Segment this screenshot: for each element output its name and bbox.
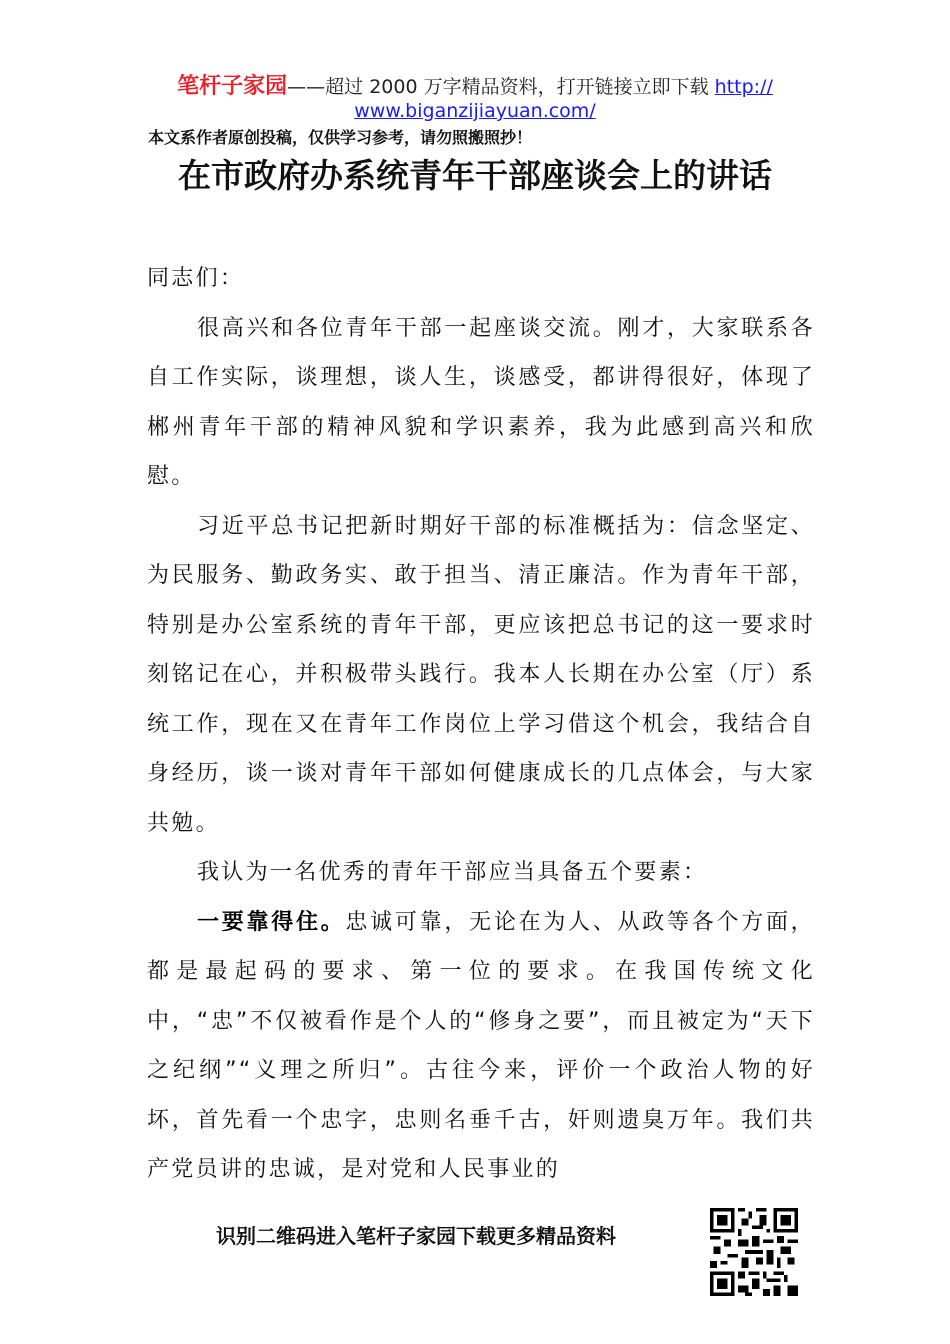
copyright-notice: 本文系作者原创投稿，仅供学习参考，请勿照搬照抄！ [148,128,533,147]
paragraph-4-text: 忠诚可靠，无论在为人、从政等各个方面，都是最起码的要求、第一位的要求。在我国传统文化中，“忠”不仅被看作是个人的“修身之要”，而且被定为“天下之纪纲”“义理之所归”。古往今来，评价一个政治人物的好坏，首先看一个忠字，忠则名垂千古，奸则遗臭万年。我们共产党员讲的忠诚，是对党和人民事业的 [147,909,815,1182]
paragraph-4-lead: 一要靠得住。 [197,909,346,935]
paragraph-3: 我认为一名优秀的青年干部应当具备五个要素： [197,860,708,885]
header-link-line [0,99,950,123]
paragraph-4 [147,898,815,1195]
header-banner [0,75,950,99]
document-title: 在市政府办系统青年干部座谈会上的讲话 [178,156,772,195]
footer-text: 识别二维码进入笔杆子家园下载更多精品资料 [216,1224,616,1248]
paragraph-1: 很高兴和各位青年干部一起座谈交流。刚才，大家联系各自工作实际，谈理想，谈人生，谈感受，都讲得很好，体现了郴州青年干部的精神风貌和学识素养，我为此感到高兴和欣慰。 [147,315,815,489]
download-link-part2[interactable]: www.biganzijiayuan.com/ [354,100,596,122]
qr-code-icon[interactable] [710,1208,798,1296]
paragraph-2: 习近平总书记把新时期好干部的标准概括为：信念坚定、为民服务、勤政务实、敢于担当、清正廉洁。作为青年干部，特别是办公室系统的青年干部，更应该把总书记的这一要求时刻铭记在心，并积极带头践行。我本人长期在办公室（厅）系统工作，现在又在青年工作岗位上学习借这个机会，我结合自身经历，谈一谈对青年干部如何健康成长的几点体会，与大家共勉。 [147,513,815,836]
download-link-part1[interactable]: http:// [714,76,773,98]
header-tagline: ——超过 2000 万字精品资料，打开链接立即下载 [287,76,715,98]
document-body [147,254,815,1195]
brand-name: 笔杆子家园 [177,74,288,99]
salutation: 同志们： [147,266,245,291]
